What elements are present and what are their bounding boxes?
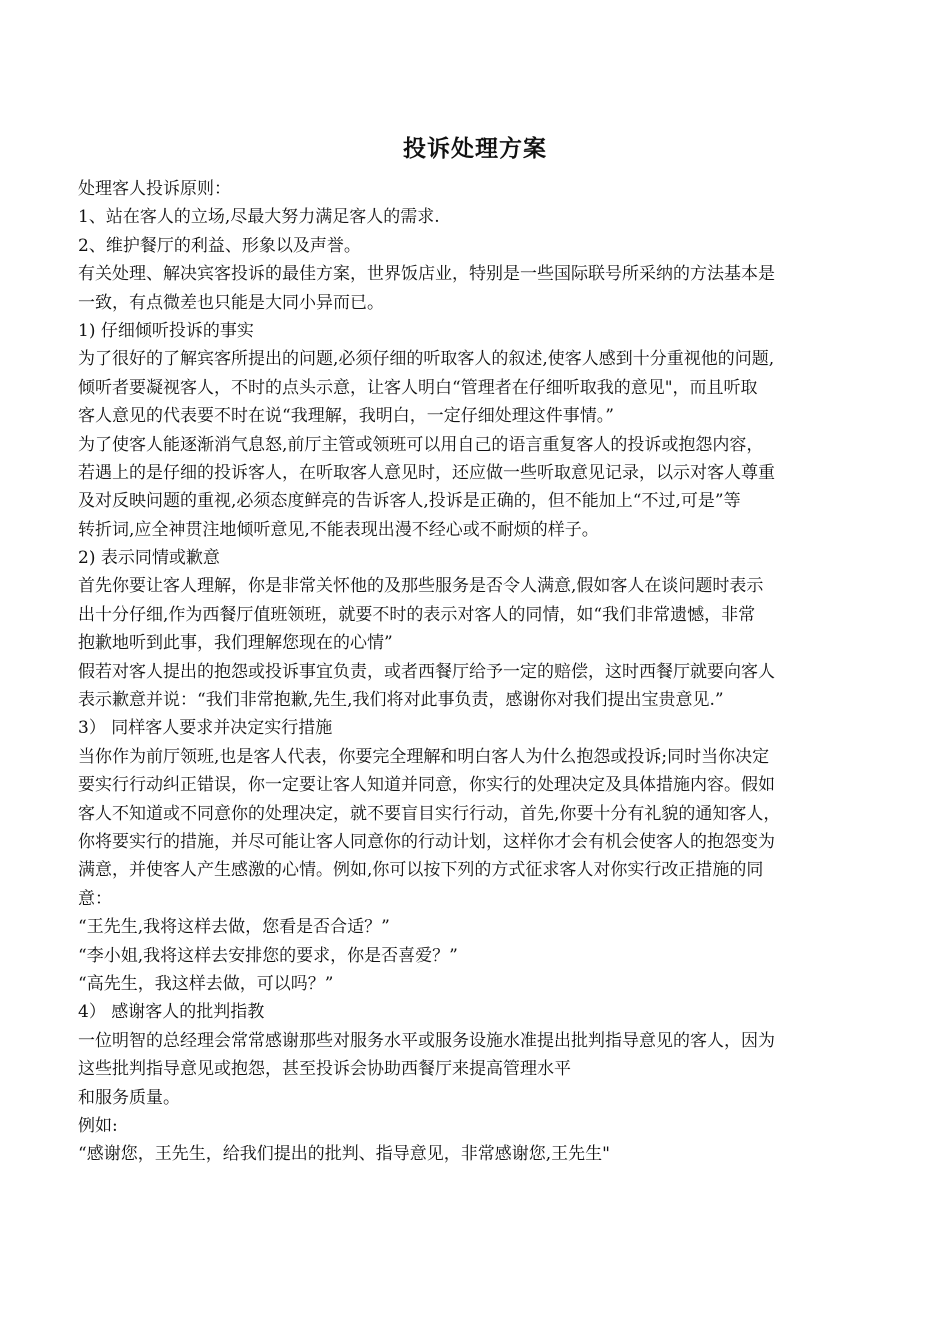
quote-line: “王先生,我将这样去做，您看是否合适？”	[78, 917, 390, 938]
text-line: 满意，并使客人产生感激的心情。例如,你可以按下列的方式征求客人对你实行改正措施的同	[78, 860, 764, 881]
text-line: 若遇上的是仔细的投诉客人，在听取客人意见时，还应做一些听取意见记录，以示对客人尊重	[78, 462, 775, 483]
section-heading-2: 2) 表示同情或歉意	[78, 548, 220, 569]
text-line: 一致，有点微差也只能是大同小异而已。	[78, 292, 384, 313]
text-line: 有关处理、解决宾客投诉的最佳方案，世界饭店业，特别是一些国际联号所采纳的方法基本是	[78, 264, 775, 285]
text-line: 为了很好的了解宾客所提出的问题,必须仔细的听取客人的叙述,使客人感到十分重视他的问题,	[78, 349, 775, 370]
section-heading-1: 1) 仔细倾听投诉的事实	[78, 320, 254, 341]
text-line: 意：	[78, 888, 112, 909]
text-line: 和服务质量。	[78, 1087, 180, 1108]
quote-line: “感谢您，王先生，给我们提出的批判、指导意见，非常感谢您,王先生"	[78, 1144, 610, 1165]
text-line: 客人不知道或不同意你的处理决定，就不要盲目实行行动，首先,你要十分有礼貌的通知客人，	[78, 803, 781, 824]
text-line-principle-1: 1、站在客人的立场,尽最大努力满足客人的需求.	[78, 207, 440, 228]
text-line: 例如:	[78, 1115, 118, 1136]
document-title: 投诉处理方案	[403, 136, 547, 162]
text-line: 要实行行动纠正错误，你一定要让客人知道并同意，你实行的处理决定及具体措施内容。假如	[78, 775, 775, 796]
text-line: 首先你要让客人理解，你是非常关怀他的及那些服务是否令人满意,假如客人在谈问题时表示	[78, 576, 764, 597]
text-line-principles-heading: 处理客人投诉原则：	[78, 179, 231, 199]
text-line: 这些批判指导意见或抱怨，甚至投诉会协助西餐厅来提高管理水平	[78, 1059, 571, 1080]
quote-line: “李小姐,我将这样去安排您的要求，你是否喜爱？”	[78, 945, 458, 966]
section-heading-4: 4） 感谢客人的批判指教	[78, 1002, 265, 1023]
text-line: 及对反映问题的重视,必须态度鲜亮的告诉客人,投诉是正确的，但不能加上“不过,可是”等	[78, 491, 741, 512]
text-line: 客人意见的代表要不时在说“我理解，我明白，一定仔细处理这件事情。”	[78, 406, 614, 427]
text-line: 为了使客人能逐渐消气息怒,前厅主管或领班可以用自己的语言重复客人的投诉或抱怨内容，	[78, 434, 764, 455]
text-line: 你将要实行的措施，并尽可能让客人同意你的行动计划，这样你才会有机会使客人的抱怨变为	[78, 831, 775, 852]
section-heading-3: 3） 同样客人要求并决定实行措施	[78, 718, 333, 739]
text-line: 转折词,应全神贯注地倾听意见,不能表现出漫不经心或不耐烦的样子。	[78, 519, 599, 540]
text-line: 假若对客人提出的抱怨或投诉事宜负责，或者西餐厅给予一定的赔偿，这时西餐厅就要向客人	[78, 661, 775, 682]
text-line-principle-2: 2、维护餐厅的利益、形象以及声誉。	[78, 235, 361, 256]
quote-line: “高先生，我这样去做，可以吗？”	[78, 973, 334, 994]
text-line: 倾听者要凝视客人，不时的点头示意，让客人明白“管理者在仔细听取我的意见"，而且听取	[78, 377, 758, 398]
text-line: 表示歉意并说：“我们非常抱歉,先生,我们将对此事负责，感谢你对我们提出宝贵意见.”	[78, 690, 724, 711]
text-line: 抱歉地听到此事，我们理解您现在的心情”	[78, 633, 393, 654]
text-line: 出十分仔细,作为西餐厅值班领班，就要不时的表示对客人的同情，如“我们非常遗憾，非常	[78, 604, 756, 625]
text-line: 一位明智的总经理会常常感谢那些对服务水平或服务设施水准提出批判指导意见的客人，因为	[78, 1030, 775, 1051]
document-body	[78, 175, 878, 1169]
text-line: 当你作为前厅领班,也是客人代表，你要完全理解和明白客人为什么抱怨或投诉;同时当你决定	[78, 746, 770, 767]
